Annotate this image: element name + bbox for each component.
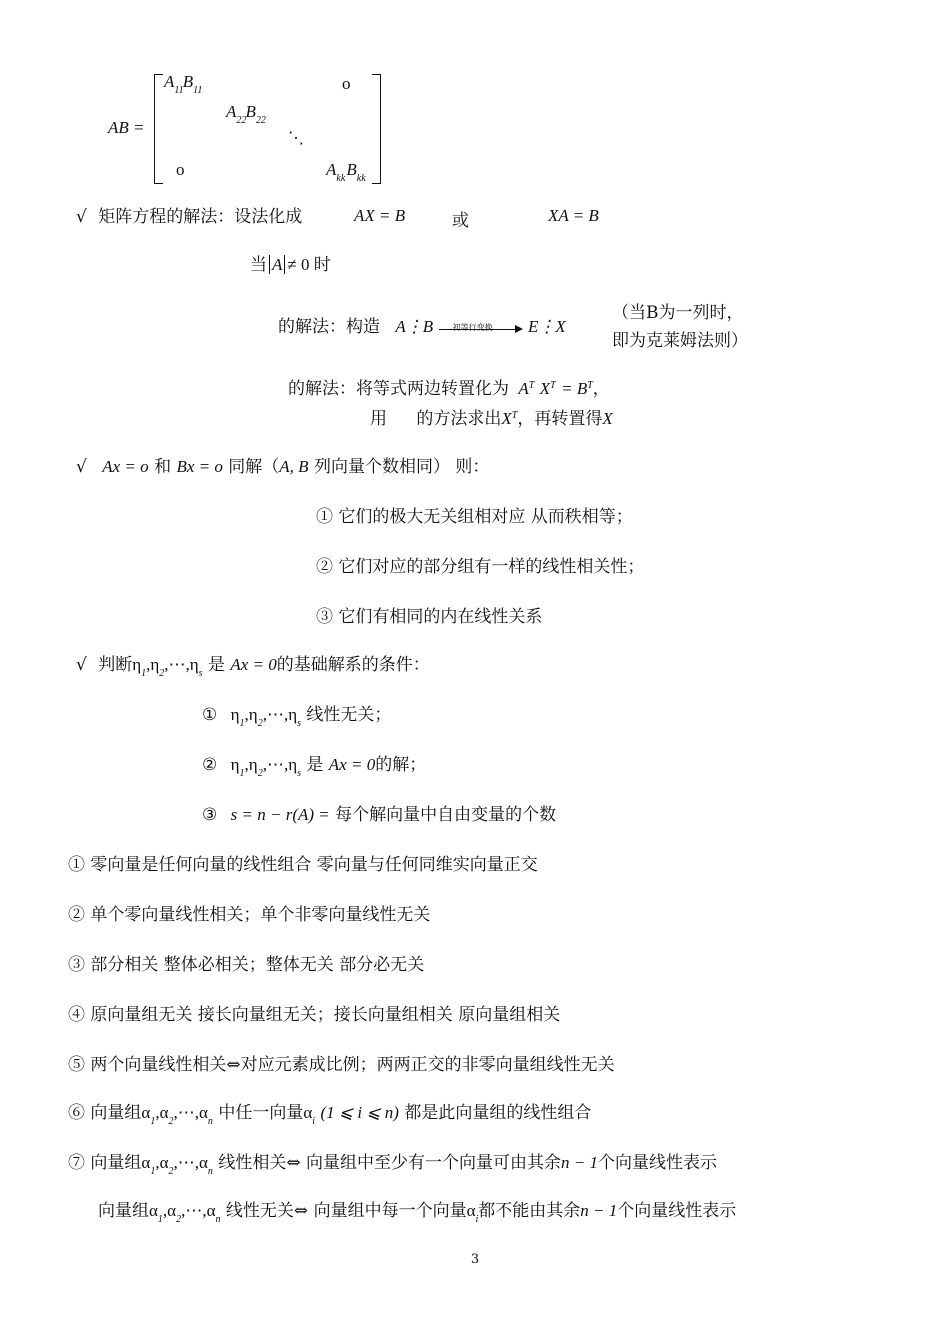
matrix-block-22: $A_{22}$ $B_{22}$ [226, 102, 266, 126]
fundamental-condition-3: ③ s = n − r(A) = 每个解向量中自由变量的个数 [202, 805, 557, 825]
fact-4: ④ 原向量组无关 接长向量组无关；接长向量组相关 原向量组相关 [68, 1005, 561, 1025]
same-solutions-line: √ Ax = o 和 Bx = o 同解（A, B 列向量个数相同） 则： [76, 457, 490, 477]
matrix-left-bracket [154, 74, 163, 184]
row-transform-arrow: 初等行变换 [439, 319, 523, 337]
check-mark: √ [76, 457, 87, 477]
determinant-condition: 当 A ≠ 0 时 [250, 255, 331, 275]
matrix-ddots: ⋱ [288, 130, 304, 147]
same-solutions-item-1: ① 它们的极大无关组相对应 从而秩相等； [316, 507, 633, 527]
cramer-note-line1: （当B为一列时， [612, 303, 744, 323]
fundamental-system-line: √ 判断$\eta_1,\eta_2,\cdots,\eta_s$ 是 Ax = 0的基础解系的条件： [76, 655, 430, 679]
matrix-block-11: $A_{11}$ $B_{11}$ [164, 72, 203, 96]
matrix-zero-bottom: o [176, 160, 185, 179]
fact-5: ⑤ 两个向量线性相关⇔对应元素成比例；两两正交的非零向量组线性无关 [68, 1055, 615, 1075]
method-augmented: 的解法：构造 A⋮B 初等行变换 E⋮X [278, 317, 566, 337]
equation-xa-b: XA = B [548, 206, 599, 225]
matrix-zero-top: o [342, 74, 351, 93]
same-solutions-item-3: ③ 它们有相同的内在线性关系 [316, 607, 543, 627]
method-transpose: 的解法：将等式两边转置化为 $A^T$ $X^T = B^T$， [288, 379, 610, 399]
matrix-lhs: AB = [108, 118, 145, 137]
fact-7: ⑦ 向量组$\alpha_1,\alpha_2,\cdots,\alpha_n$ 线性相关⇔ 向量组中至少有一个向量可由其余n − 1个向量线性表示 [68, 1153, 717, 1177]
matrix-right-bracket [372, 74, 381, 184]
fundamental-condition-1: ① $\eta_1,\eta_2,\cdots,\eta_s$ 线性无关； [202, 705, 392, 729]
fact-2: ② 单个零向量线性相关；单个非零向量线性无关 [68, 905, 431, 925]
page-number: 3 [470, 1252, 480, 1267]
fundamental-condition-2: ② $\eta_1,\eta_2,\cdots,\eta_s$ 是 Ax = 0的解； [202, 755, 427, 779]
or-label: 或 [452, 211, 469, 231]
method-transpose-solve: 用 的方法求出$X^T$，再转置得X [370, 409, 613, 429]
cramer-note-line2: 即为克莱姆法则） [612, 331, 748, 351]
same-solutions-item-2: ② 它们对应的部分组有一样的线性相关性； [316, 557, 645, 577]
check-mark: √ [76, 655, 87, 675]
fact-1: ① 零向量是任何向量的线性组合 零向量与任何同维实向量正交 [68, 855, 538, 875]
matrix-block-kk: $A_{kk}$ $B_{kk}$ [326, 160, 366, 184]
fact-7b: 向量组$\alpha_1,\alpha_2,\cdots,\alpha_n$ 线性无关⇔ 向量组中每一个向量$\alpha_i$都不能由其余n − 1个向量线性表示 [98, 1201, 737, 1225]
fact-3: ③ 部分相关 整体必相关；整体无关 部分必无关 [68, 955, 425, 975]
matrix-equation-line: √ 矩阵方程的解法：设法化成 [76, 207, 303, 227]
fact-6: ⑥ 向量组$\alpha_1,\alpha_2,\cdots,\alpha_n$ 中任一向量$\alpha_i$ (1 ⩽ i ⩽ n) 都是此向量组的线性组合 [68, 1103, 592, 1127]
check-mark: √ [76, 207, 87, 227]
equation-ax-b: AX = B [354, 206, 406, 225]
